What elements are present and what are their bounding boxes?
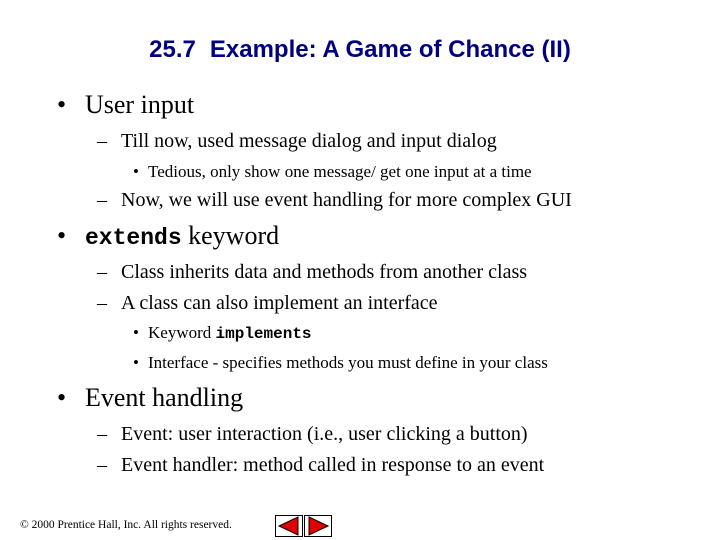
subbullet-text: Till now, used message dialog and input dialog: [121, 130, 497, 152]
title-text: Example: A Game of Chance (II): [209, 36, 571, 63]
next-slide-icon: [304, 515, 332, 537]
bullet-user-input: [57, 90, 194, 120]
subsubbullet-implements: [133, 323, 312, 343]
subsubbullet-text: Tedious, only show one message/ get one input at a time: [148, 162, 532, 181]
previous-slide-icon: [275, 515, 303, 537]
previous-slide-button[interactable]: [275, 515, 303, 537]
bullet-icon: •: [57, 383, 67, 412]
bullet-text: User input: [85, 90, 195, 119]
subsubbullet-text: Keyword: [148, 323, 216, 342]
subbullet-text: Class inherits data and methods from another class: [121, 261, 528, 283]
bullet-icon: •: [133, 353, 139, 372]
subbullet-text: Event handler: method called in response to an event: [121, 454, 545, 476]
bullet-event-handling: [57, 383, 243, 413]
dash-icon: –: [97, 292, 107, 314]
extends-code: extends: [85, 225, 182, 251]
implements-code: implements: [215, 325, 312, 343]
subbullet-inherits: [97, 261, 527, 284]
bullet-icon: •: [57, 221, 67, 250]
subbullet-event-handler: [97, 454, 544, 477]
subbullet-event: [97, 423, 528, 446]
subsubbullet-interface: [133, 353, 548, 373]
bullet-text: Event handling: [85, 383, 244, 412]
subbullet-implement: [97, 292, 438, 315]
dash-icon: –: [97, 423, 107, 445]
dash-icon: –: [97, 130, 107, 152]
copyright-footer: © 2000 Prentice Hall, Inc. All rights reserved.: [20, 519, 232, 531]
subsubbullet-tedious: [133, 162, 532, 182]
subbullet-event-handling-gui: [97, 189, 572, 212]
subbullet-dialogs: [97, 130, 497, 153]
bullet-text: keyword: [181, 221, 280, 250]
subsubbullet-text: Interface - specifies methods you must define in your class: [148, 353, 548, 372]
dash-icon: –: [97, 189, 107, 211]
bullet-icon: •: [133, 162, 139, 181]
slide-title: [0, 36, 720, 64]
subbullet-text: Now, we will use event handling for more complex GUI: [121, 189, 572, 211]
dash-icon: –: [97, 261, 107, 283]
bullet-icon: •: [57, 90, 67, 119]
dash-icon: –: [97, 454, 107, 476]
bullet-icon: •: [133, 323, 139, 342]
subbullet-text: A class can also implement an interface: [121, 292, 438, 314]
next-slide-button[interactable]: [304, 515, 332, 537]
subbullet-text: Event: user interaction (i.e., user clicking a button): [121, 423, 528, 445]
section-number: 25.7: [149, 36, 196, 63]
bullet-extends: [57, 221, 279, 251]
